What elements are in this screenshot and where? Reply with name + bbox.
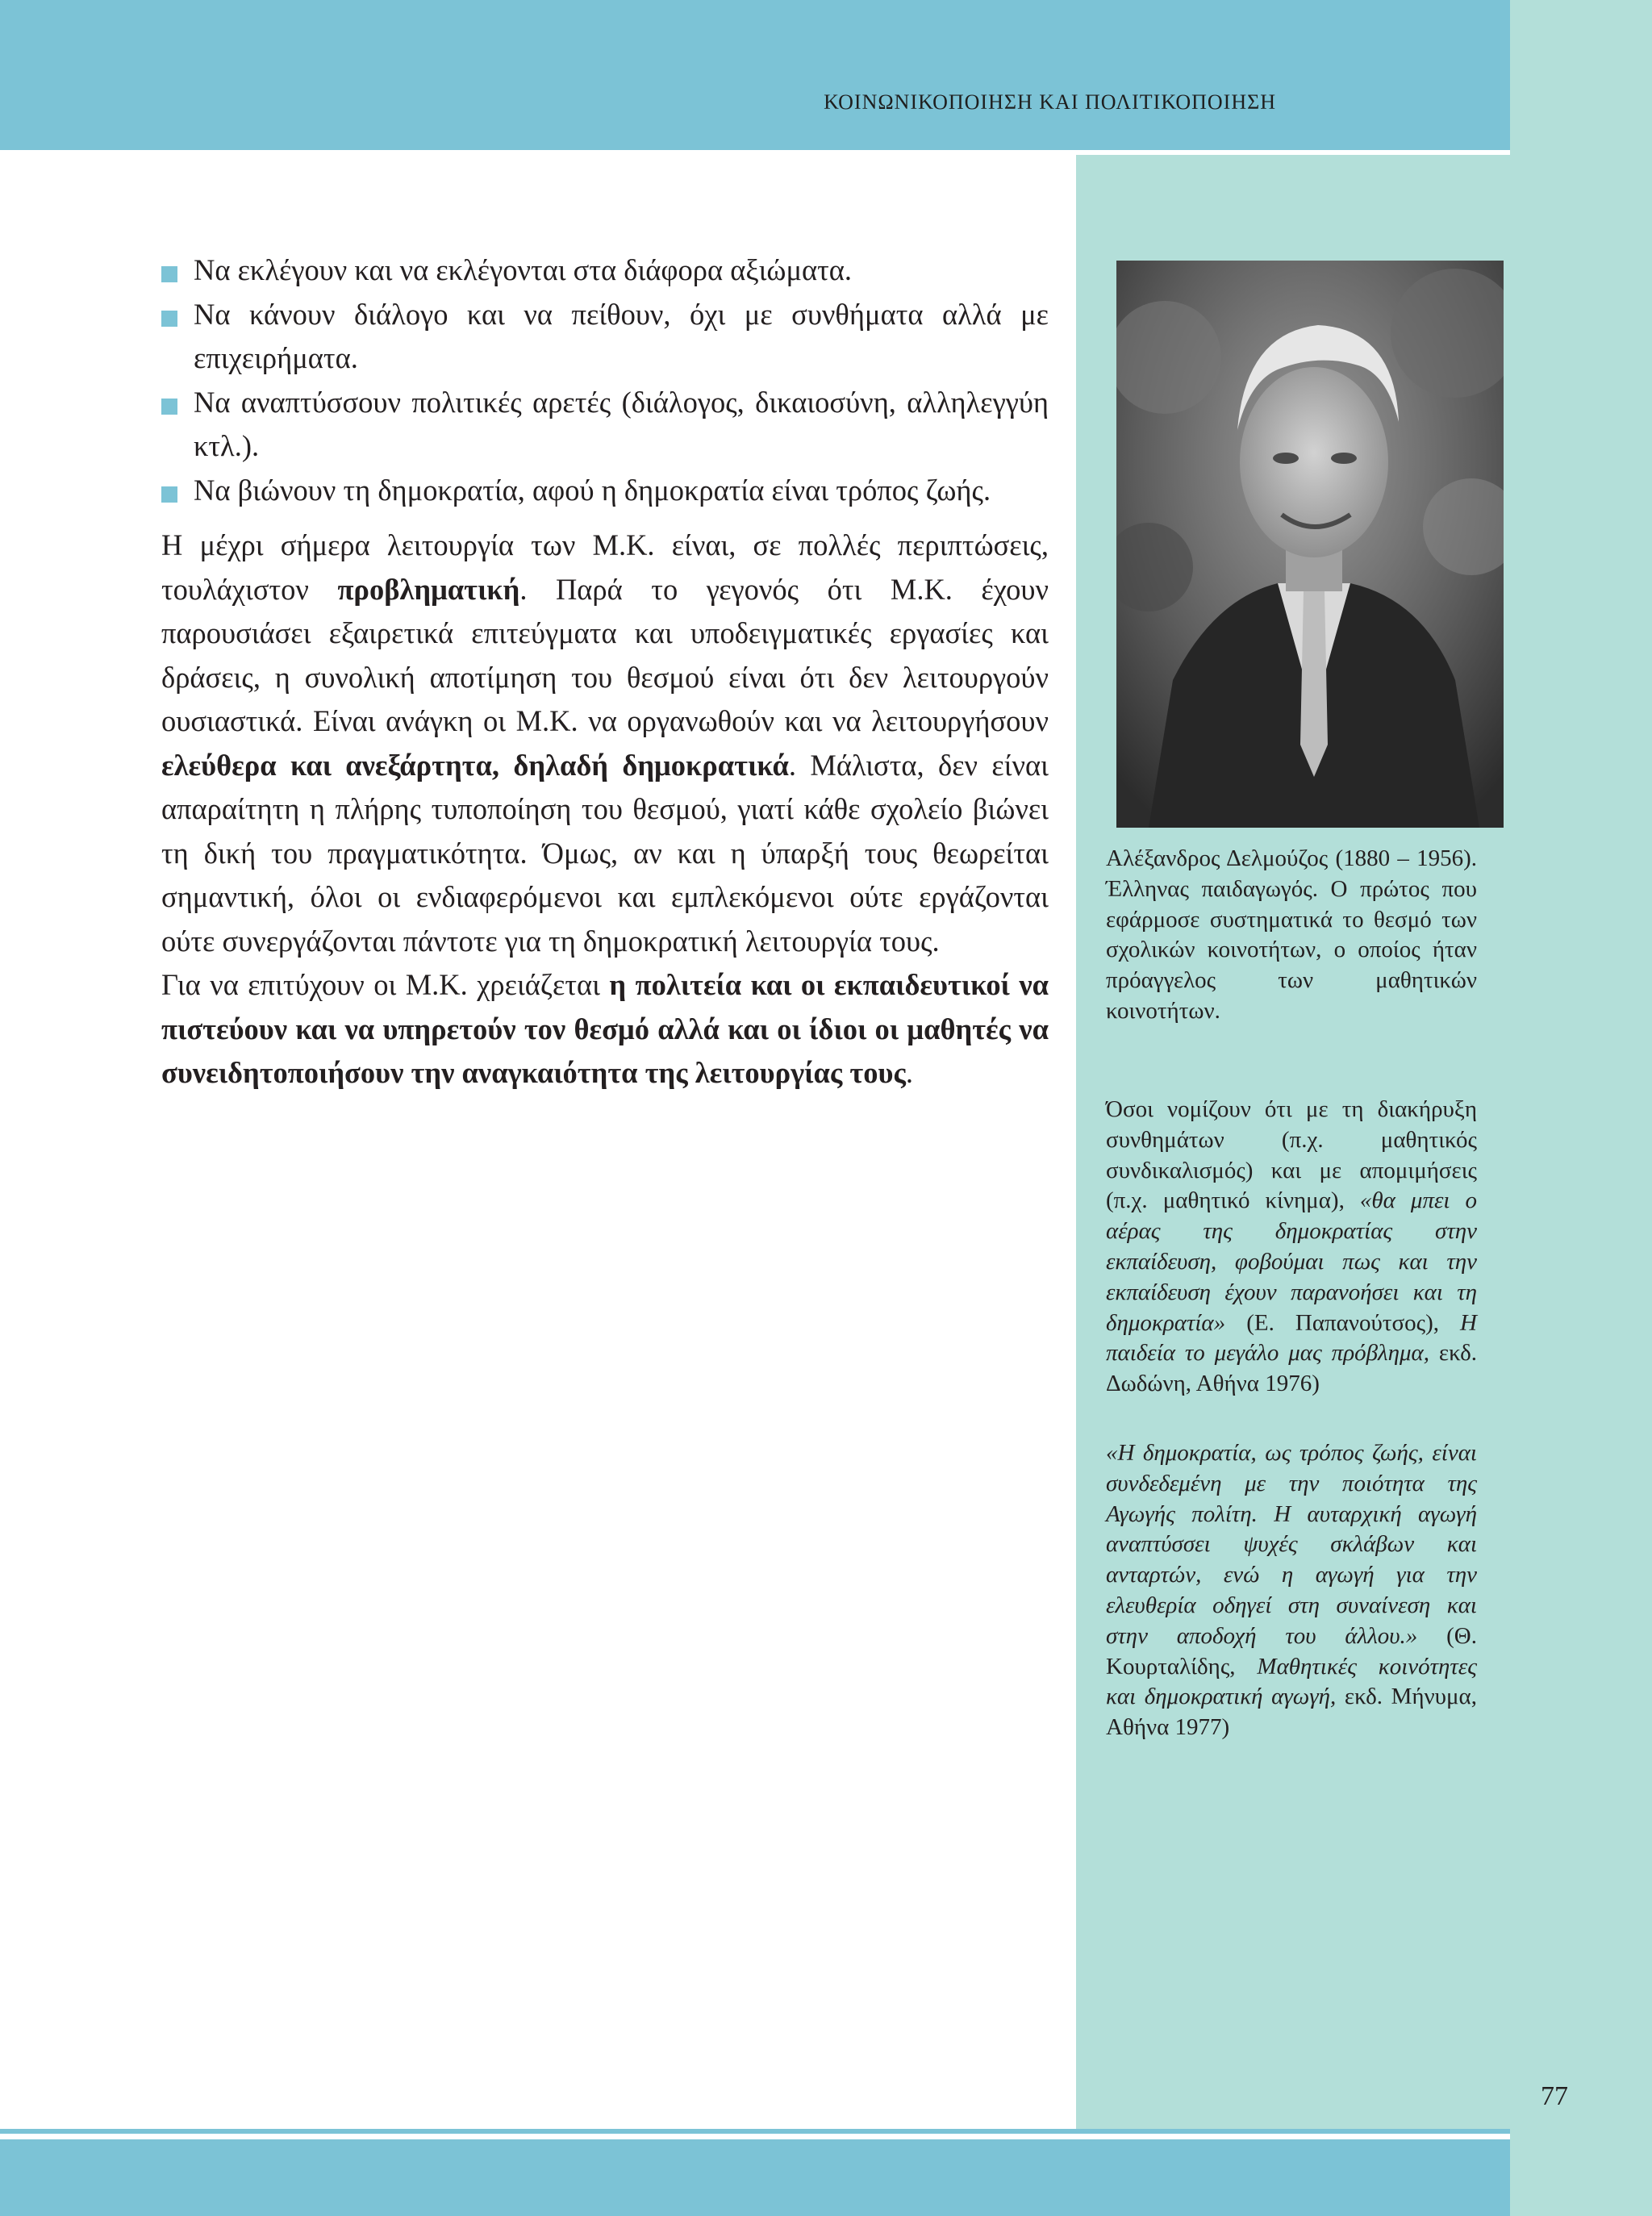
paragraph-text: Η μέχρι σήμερα λειτουργία των Μ.Κ. είναι, σε πολλές περιπτώσεις, τουλάχιστον — [161, 528, 1049, 606]
outer-margin-band — [1510, 0, 1652, 2216]
list-item — [161, 469, 1049, 513]
square-bullet-icon — [161, 266, 177, 282]
square-bullet-icon — [161, 399, 177, 415]
page-number: 77 — [1541, 2081, 1568, 2111]
note-quote: «θα μπει ο αέρας της δημοκρατίας στην εκπαίδευση, φοβούμαι πως και την εκπαίδευση έχουν παρανοήσει και τη δημοκρατία» — [1106, 1187, 1477, 1336]
note-text: εκδ. Δωδώνη, Αθήνα 1976) — [1106, 1340, 1477, 1397]
square-bullet-icon — [161, 486, 177, 503]
note-book-title: Η παιδεία το μεγάλο μας πρόβλημα, — [1106, 1309, 1477, 1367]
emphasis-text: η πολιτεία και οι εκπαιδευτικοί να πιστεύουν και να υπηρετούν τον θεσμό αλλά και οι ίδιοι οι μαθητές να συνειδητοποιήσουν την αναγκαιότητα της λειτουργίας τους — [161, 968, 1049, 1089]
quote-text: «Η δημοκρατία, ως τρόπος ζωής, είναι συνδεδεμένη με την ποιότητα της Αγωγής πολίτη. Η αυταρχική αγωγή αναπτύσσει ψυχές σκλάβων και ανταρτών, ενώ η αγωγή για την ελευθερία οδηγεί στη συναίνεση και στην αποδοχή του άλλου.» — [1106, 1440, 1477, 1649]
list-item — [161, 381, 1049, 469]
list-item-text: Να βιώνουν τη δημοκρατία, αφού η δημοκρατία είναι τρόπος ζωής. — [194, 473, 991, 507]
note-text: Όσοι νομίζουν ότι με τη διακήρυξη συνθημάτων (π.χ. μαθητικός συνδικαλισμός) και με απομιμήσεις (π.χ. μαθητικό κίνημα), — [1106, 1096, 1477, 1214]
body-paragraph — [161, 963, 1049, 1095]
portrait-illustration — [1116, 261, 1504, 828]
main-text — [161, 248, 1049, 1095]
footer-divider — [0, 2129, 1510, 2134]
body-paragraph — [161, 524, 1049, 963]
square-bullet-icon — [161, 311, 177, 327]
emphasis-text: προβληματική — [337, 572, 520, 606]
portrait-photo — [1116, 261, 1504, 828]
quote-book-title: Μαθητικές κοινότητες και δημοκρατική αγωγή, — [1106, 1653, 1477, 1710]
header-band — [0, 0, 1510, 145]
note-text: (Ε. Παπανούτσος), — [1225, 1309, 1461, 1336]
sidebar-quote — [1106, 1438, 1477, 1743]
running-header: ΚΟΙΝΩΝΙΚΟΠΟΙΗΣΗ ΚΑΙ ΠΟΛΙΤΙΚΟΠΟΙΗΣΗ — [824, 90, 1276, 114]
paragraph-text: . — [905, 1056, 913, 1089]
paragraph-text: . Παρά το γεγονός ότι Μ.Κ. έχουν παρουσιάσει εξαιρετικά επιτεύγματα και υποδειγματικές εργασίες και δράσεις, η συνολική αποτίμηση του θεσμού είναι ότι δεν λειτουργούν ουσιαστικά. Είναι ανάγκη οι Μ.Κ. να οργανωθούν και να λειτουργήσουν — [161, 572, 1049, 737]
header-divider — [0, 145, 1510, 150]
paragraph-text: . Μάλιστα, δεν είναι απαραίτητη η πλήρης τυποποίηση του θεσμού, γιατί κάθε σχολείο βιώνει τη δική του πραγματικότητα. Όμως, αν και η ύπαρξή τους θεωρείται σημαντική, όλοι οι ενδιαφερόμενοι και εμπλεκόμενοι ούτε εργάζονται ούτε συνεργάζονται πάντοτε για τη δημοκρατική λειτουργία τους. — [161, 748, 1049, 958]
footer-band — [0, 2139, 1510, 2216]
quote-source: εκδ. Μήνυμα, Αθήνα 1977) — [1106, 1684, 1477, 1741]
emphasis-text: ελεύθερα και ανεξάρτητα, δηλαδή δημοκρατικά — [161, 748, 789, 782]
list-item-text: Να κάνουν διάλογο και να πείθουν, όχι με συνθήματα αλλά με επιχειρήματα. — [194, 297, 1049, 374]
list-item-text: Να αναπτύσσουν πολιτικές αρετές (διάλογος, δικαιοσύνη, αλληλεγγύη κτλ.). — [194, 385, 1049, 462]
sidebar-note — [1106, 1095, 1477, 1400]
quote-source: (Θ. Κουρταλίδης, — [1106, 1622, 1477, 1680]
list-item-text: Να εκλέγουν και να εκλέγονται στα διάφορα αξιώματα. — [194, 253, 853, 286]
paragraph-text: Για να επιτύχουν οι Μ.Κ. χρειάζεται — [161, 968, 610, 1001]
bullet-list — [161, 248, 1049, 512]
photo-caption: Αλέξανδρος Δελμούζος (1880 – 1956). Έλληνας παιδαγωγός. Ο πρώτος που εφάρμοσε συστηματικά το θεσμό των σχολικών κοινοτήτων, ο οποίος ήταν πρόαγγελος των μαθητικών κοινοτήτων. — [1106, 845, 1477, 1024]
list-item — [161, 248, 1049, 293]
list-item — [161, 293, 1049, 381]
